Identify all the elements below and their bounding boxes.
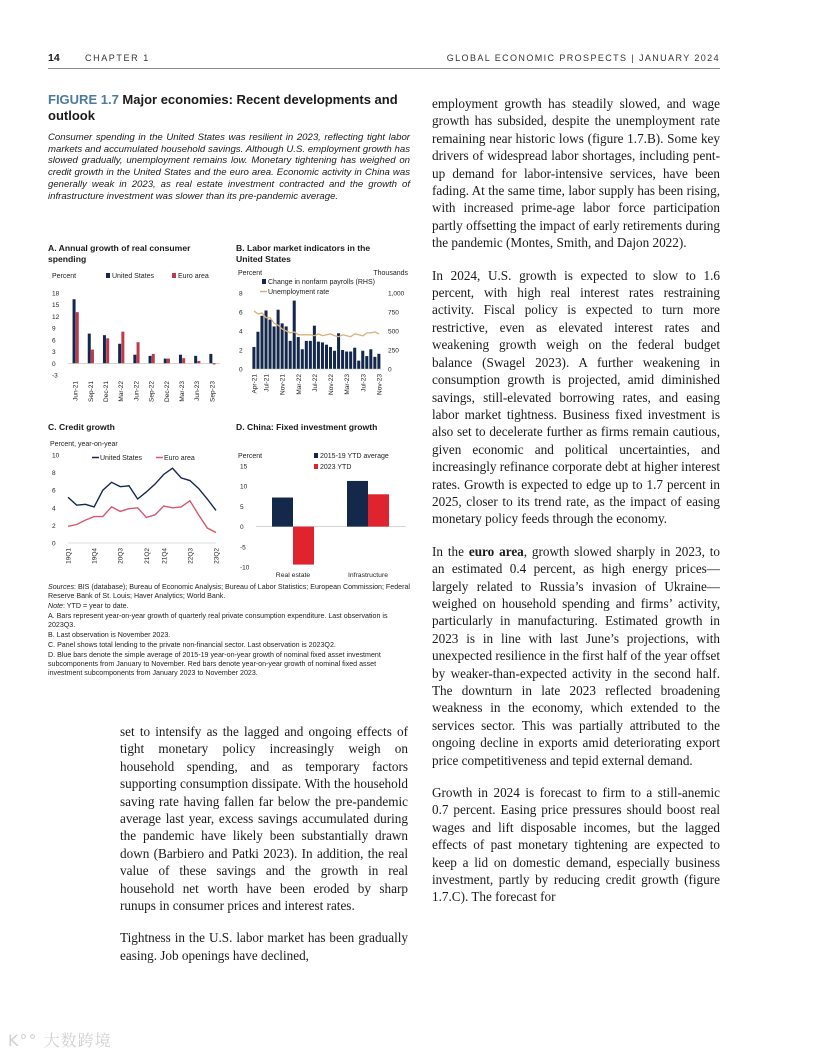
panel-b xyxy=(236,243,416,430)
bar-us xyxy=(73,299,76,363)
panel-a-title: A. Annual growth of real consumer spending xyxy=(48,243,191,264)
y2-axis-label: Thousands xyxy=(373,270,408,277)
ytd-note: Note: YTD = year to date. xyxy=(48,601,129,610)
figure-subtitle: Consumer spending in the United States was resilient in 2023, reflecting tight labor markets and accumulated household savings. Although U.S. employment growth has slowed gradually, unemployment remains low. Monetary tightening has weighed on credit growth in the United States and the euro area. Economic activity in China was generally weak in 2023, as real estate investment contracted and the growth of infrastructure investment was slower than its pre-pandemic average. xyxy=(48,132,410,202)
bar-payrolls xyxy=(269,320,272,369)
legend-average-swatch xyxy=(314,453,318,458)
y-tick-label: 10 xyxy=(52,452,60,460)
x-tick-label: Jun-21 xyxy=(72,381,80,401)
bar-euro xyxy=(121,332,124,364)
x-tick-label: Mar-22 xyxy=(295,374,303,395)
chart-a-consumer-spending xyxy=(48,265,228,425)
bar-payrolls xyxy=(353,348,356,369)
y-tick-label: 6 xyxy=(52,337,56,345)
bar-payrolls xyxy=(289,341,292,369)
bar-payrolls xyxy=(361,351,364,369)
paragraph: Tightness in the U.S. labor market has been gradually easing. Job openings have declined, xyxy=(120,930,408,963)
bar-euro xyxy=(152,354,155,363)
bar-payrolls xyxy=(305,341,308,369)
note-a: A. Bars represent year-on-year growth of quarterly real private consumption expenditure. Last observation is 2023Q3. xyxy=(48,612,388,629)
y-tick-label: 15 xyxy=(240,463,248,471)
y-tick-label: 2 xyxy=(239,347,243,355)
x-tick-label: Nov-23 xyxy=(376,374,384,395)
watermark-logo: K°° 大数跨境 xyxy=(8,1031,112,1050)
bar-payrolls xyxy=(341,350,344,369)
x-tick-label: Dec-21 xyxy=(102,381,110,402)
bar-payrolls xyxy=(293,301,296,369)
legend-2023-label: 2023 YTD xyxy=(320,464,352,471)
legend-us-label: United States xyxy=(112,273,155,280)
x-tick-label: Nov-22 xyxy=(328,374,336,395)
bar-payrolls xyxy=(369,349,372,369)
panel-b-title: B. Labor market indicators in the United States xyxy=(236,243,371,264)
y-tick-label: 15 xyxy=(52,302,60,310)
bar-payrolls xyxy=(365,356,368,369)
publication-title: GLOBAL ECONOMIC PROSPECTS | JANUARY 2024 xyxy=(446,53,720,63)
x-tick-label: Mar-23 xyxy=(344,374,352,395)
paragraph: Growth in 2024 is forecast to firm to a still-anemic 0.7 percent. Easing price pressures should boost real wages and lift disposable incomes, but the lagged effects of past monetary tightening are expected to keep a lid on domestic demand, especially business investment, partly by reducing credit growth (figure 1.7.C). The forecast for xyxy=(432,785,720,905)
bar-payrolls xyxy=(285,326,288,369)
bar-payrolls xyxy=(345,352,348,369)
note-d: D. Blue bars denote the simple average of 2015-19 year-on-year growth of nominal fixed asset investment subcomponents from January to November. Red bars denote year-on-year growth of nominal fixed asset investment subcomponents from January 2023 to November 2023. xyxy=(48,651,381,677)
bar-euro xyxy=(91,350,94,364)
x-category-label: Infrastructure xyxy=(347,572,389,579)
legend-euro-label: Euro area xyxy=(164,455,195,462)
bar-payrolls xyxy=(313,326,316,369)
paragraph: In 2024, U.S. growth is expected to slow to 1.6 percent, with high real interest rates restraining activity. Fiscal policy is expected to turn more restrictive, even as elevated interest rates and weakening growth weigh on the federal budget balance (Swagel 2023). A further weakening in consumption growth is projected, amid diminished savings, still-elevated borrowing rates, and easing labor market tightness. Business fixed investment is also set to decelerate further as firms remain cautious, given economic and political uncertainties, and increasingly refinance corporate debt at higher interest rates. Growth is expected to edge up to 1.7 percent in 2025, closer to its trend rate, as the impact of easing monetary policy feeds through the economy. xyxy=(432,267,720,527)
x-tick-label: Mar-22 xyxy=(118,381,126,402)
bar-payrolls xyxy=(357,361,360,369)
panel-c xyxy=(48,422,228,588)
y-axis-label: Percent xyxy=(238,453,263,460)
bar-payrolls xyxy=(329,347,332,369)
page-header xyxy=(48,50,720,69)
bar-2023 xyxy=(293,527,314,565)
x-tick-label: Jul-22 xyxy=(311,374,319,392)
body-column-right xyxy=(432,95,720,921)
y-tick-label: -5 xyxy=(240,544,246,552)
y-tick-label: -10 xyxy=(240,564,250,572)
x-tick-label: Sep-22 xyxy=(148,381,156,402)
bar-payrolls xyxy=(321,342,324,369)
bar-euro xyxy=(137,342,140,363)
legend-payrolls-swatch xyxy=(262,279,266,284)
bar-us xyxy=(194,356,197,363)
bar-us xyxy=(103,335,106,363)
chapter-label: CHAPTER 1 xyxy=(85,53,150,63)
y-tick-label: 4 xyxy=(52,505,56,513)
bar-euro xyxy=(76,312,79,363)
panel-d xyxy=(236,422,416,588)
y-tick-label: -3 xyxy=(52,372,58,380)
y-tick-label: 6 xyxy=(52,487,56,495)
bar-payrolls xyxy=(301,349,304,369)
chart-b-labor-market xyxy=(236,265,416,425)
y-tick-label: 0 xyxy=(239,366,243,374)
x-tick-label: Jul-21 xyxy=(263,374,271,392)
bar-us xyxy=(149,356,152,363)
chart-d-china-investment xyxy=(236,433,416,583)
bar-payrolls xyxy=(252,347,255,369)
x-tick-label: Nov-21 xyxy=(279,374,287,395)
bar-us xyxy=(179,355,182,364)
y-tick-label: 8 xyxy=(52,470,56,478)
y-tick-label: 0 xyxy=(52,360,56,368)
bar-payrolls xyxy=(260,316,263,369)
panel-c-title: C. Credit growth xyxy=(48,422,115,432)
x-tick-label: 23Q2 xyxy=(213,548,221,564)
bar-payrolls xyxy=(297,337,300,369)
y-tick-label: 5 xyxy=(240,503,244,511)
bar-average xyxy=(347,481,368,527)
bar-2023 xyxy=(368,494,389,526)
note-c: C. Panel shows total lending to the private non-financial sector. Last observation is 2023Q2. xyxy=(48,641,336,650)
bar-payrolls xyxy=(349,352,352,369)
x-tick-label: 21Q2 xyxy=(143,548,151,564)
euro-area-emphasis: euro area xyxy=(468,543,524,559)
x-tick-label: Jun-22 xyxy=(133,381,141,401)
sources-note: Sources: BIS (database); Bureau of Economic Analysis; Bureau of Labor Statistics; European Commission; Federal Reserve Bank of St. Louis; Haver Analytics; World Bank. xyxy=(48,583,410,600)
y-axis-label: Percent, year-on-year xyxy=(50,441,118,448)
y-tick-label: 18 xyxy=(52,290,60,298)
bar-us xyxy=(88,334,91,364)
y2-tick-label: 750 xyxy=(388,309,399,317)
x-tick-label: Dec-22 xyxy=(163,381,171,402)
bar-payrolls xyxy=(373,357,376,369)
bar-payrolls xyxy=(256,332,259,369)
x-tick-label: 20Q3 xyxy=(117,548,125,564)
chart-c-credit-growth xyxy=(48,433,228,583)
legend-2023-swatch xyxy=(314,464,318,469)
bar-payrolls xyxy=(309,341,312,369)
legend-euro-label: Euro area xyxy=(178,273,209,280)
panel-a xyxy=(48,243,228,430)
legend-unemployment-label: Unemployment rate xyxy=(268,289,330,296)
y-tick-label: 3 xyxy=(52,349,56,357)
bar-euro xyxy=(213,363,216,364)
figure-title xyxy=(48,92,410,124)
bar-payrolls xyxy=(337,333,340,369)
y-tick-label: 0 xyxy=(52,540,56,548)
y-tick-label: 0 xyxy=(240,524,244,532)
y-tick-label: 2 xyxy=(52,522,56,530)
bar-euro xyxy=(167,359,170,364)
legend-average-label: 2015-19 YTD average xyxy=(320,453,389,460)
x-tick-label: 21Q4 xyxy=(161,548,169,564)
y2-tick-label: 250 xyxy=(388,347,399,355)
paragraph: employment growth has steadily slowed, and wage growth has subsided, despite the unemployment rate remaining near historic lows (figure 1.7.B). Some key drivers of widespread labor shortages, including pent-up demand for labor-intensive services, have been fading. At the same time, labor supply has been rising, with increased prime-age labor force participation partly offsetting the impact of early retirements during the pandemic (Montes, Smith, and Dajon 2022). xyxy=(432,96,720,251)
bar-payrolls xyxy=(377,354,380,369)
figure-notes xyxy=(48,583,410,679)
x-tick-label: 22Q3 xyxy=(187,548,195,564)
y2-tick-label: 1,000 xyxy=(388,290,405,298)
bar-us xyxy=(209,354,212,363)
x-tick-label: Apr-21 xyxy=(251,374,259,394)
y-tick-label: 8 xyxy=(239,290,243,298)
figure-title-text: Major economies: Recent developments and outlook xyxy=(48,92,398,123)
bar-euro xyxy=(106,338,109,363)
legend-euro-swatch xyxy=(172,273,176,278)
bar-payrolls xyxy=(325,345,328,369)
y-tick-label: 12 xyxy=(52,313,60,321)
x-category-label: Real estate xyxy=(275,572,311,579)
line-us xyxy=(68,468,216,510)
y2-tick-label: 500 xyxy=(388,328,399,336)
panel-d-title: D. China: Fixed investment growth xyxy=(236,422,378,432)
bar-payrolls xyxy=(264,310,267,369)
y-tick-label: 6 xyxy=(239,309,243,317)
bar-average xyxy=(272,498,293,527)
figure-heading xyxy=(48,92,410,202)
bar-us xyxy=(164,359,167,364)
bar-payrolls xyxy=(317,342,320,369)
x-tick-label: 19Q1 xyxy=(65,548,73,564)
bar-payrolls xyxy=(273,326,276,369)
y-tick-label: 9 xyxy=(52,325,56,333)
y-axis-label: Percent xyxy=(238,270,263,277)
y-tick-label: 10 xyxy=(240,483,248,491)
y2-tick-label: 0 xyxy=(388,366,392,374)
page-number: 14 xyxy=(48,52,60,64)
bar-us xyxy=(118,344,121,364)
x-tick-label: Sep-21 xyxy=(87,381,95,402)
paragraph: set to intensify as the lagged and ongoing effects of tight monetary policy increasingly weigh on household spending, and as temporary factors supporting consumption dissipate. With the household saving rate having fallen far below the pre-pandemic average last year, excess savings accumulated during the pandemic have likely been substantially drawn down (Barbiero and Patki 2023). In addition, the real value of these savings and the growth in real household net worth have been eroded by sharp runups in consumer prices and interest rates. xyxy=(120,724,408,914)
legend-us-label: United States xyxy=(100,455,143,462)
y-tick-label: 4 xyxy=(239,328,243,336)
x-tick-label: Mar-23 xyxy=(178,381,186,402)
bar-payrolls xyxy=(333,351,336,369)
body-column-left xyxy=(120,723,408,979)
x-tick-label: Jul-23 xyxy=(360,374,368,392)
bar-euro xyxy=(197,361,200,363)
x-tick-label: Sep-23 xyxy=(209,381,217,402)
x-tick-label: Jun-23 xyxy=(194,381,202,401)
bar-us xyxy=(133,355,136,364)
bar-euro xyxy=(182,358,185,363)
bar-payrolls xyxy=(277,310,280,369)
note-b: B. Last observation is November 2023. xyxy=(48,631,171,640)
legend-payrolls-label: Change in nonfarm payrolls (RHS) xyxy=(268,279,375,286)
y-axis-label: Percent xyxy=(52,273,77,280)
figure-number: FIGURE 1.7 xyxy=(48,92,119,107)
paragraph: In the euro area, growth slowed sharply in 2023, to an estimated 0.4 percent, as high energy prices—largely related to Russia’s invasion of Ukraine—weighed on household spending and firms’ activity, particularly in manufacturing. Estimated growth in 2023 is in line with last June’s projections, with unexpected resilience in the first half of the year offset by weaker-than-expected activity in the second half. The downturn in late 2023 reflected broadening weakness in the economy, which extended to the services sector. This was partially attributed to the ongoing decline in exports amid deteriorating export price competitiveness and tepid external demand. xyxy=(432,543,720,768)
x-tick-label: 19Q4 xyxy=(91,548,99,564)
legend-us-swatch xyxy=(106,273,110,278)
